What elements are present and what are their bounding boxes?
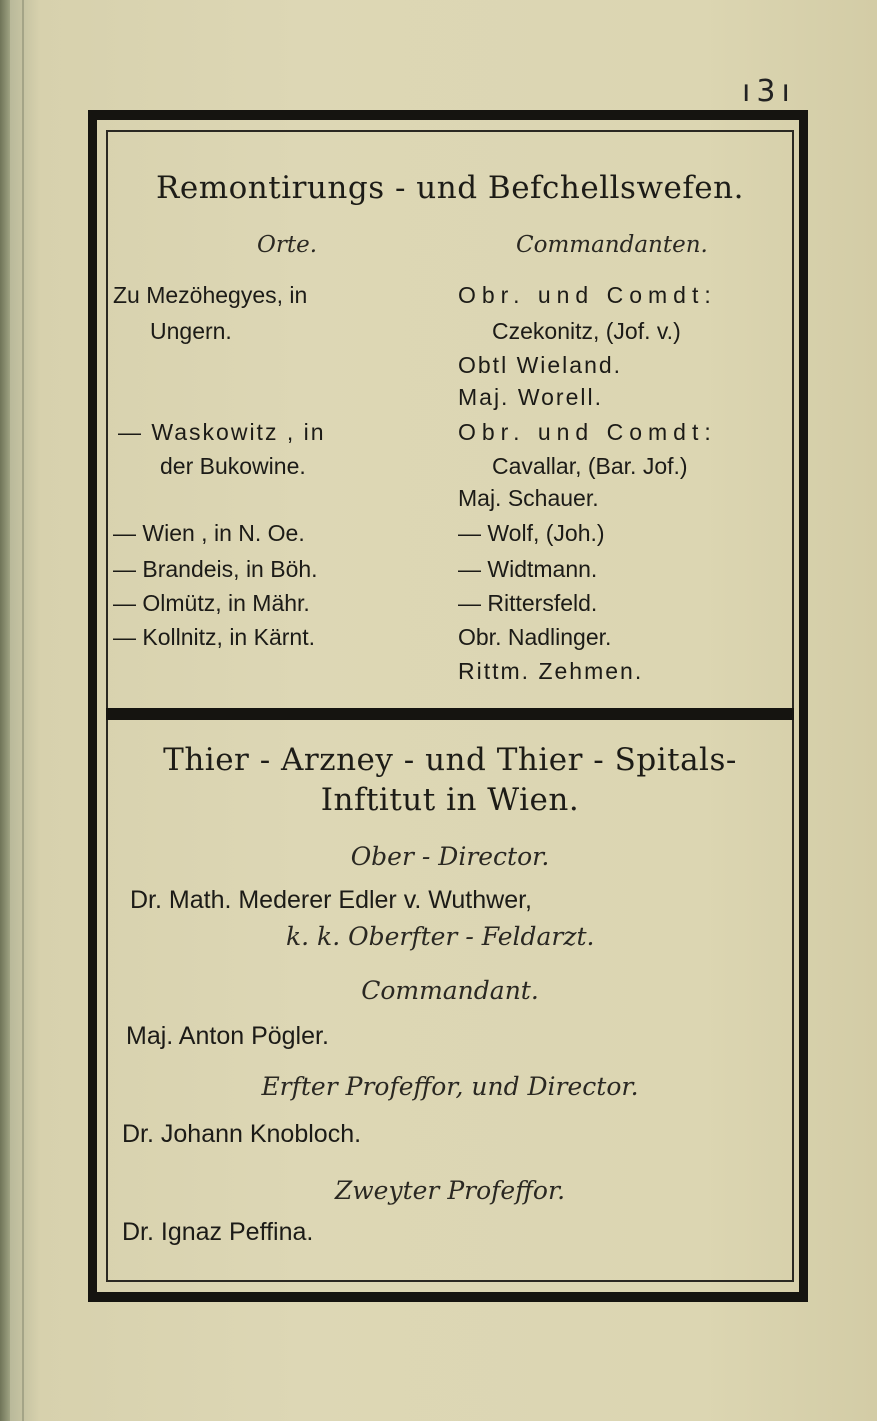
commander-cell: Cavallar, (Bar. Jof.) [492,453,688,479]
section-title-remontirung: Remontirungs - und Befchellswefen. [156,170,744,206]
ober-director-name: Dr. Math. Mederer Edler v. Wuthwer, [130,886,532,914]
place-cell: — Wien , in N. Oe. [113,520,305,546]
erster-professor-heading: Erfter Profeffor, und Director. [261,1072,639,1101]
commander-cell: Obr. Nadlinger. [458,624,612,650]
commandant-heading: Commandant. [361,976,539,1005]
place-cell: — Waskowitz , in [118,419,326,445]
place-cell: — Olmütz, in Mähr. [113,590,310,616]
page-edge [22,0,24,1421]
place-cell: — Kollnitz, in Kärnt. [113,624,315,650]
page-number: ı3ı [742,74,796,109]
section-subtitle-institut: Inftitut in Wien. [320,782,580,818]
zweyter-professor-heading: Zweyter Profeffor. [334,1176,566,1205]
ober-director-heading: Ober - Director. [350,842,550,871]
section-title-thier-arzney: Thier - Arzney - und Thier - Spitals- [163,742,737,778]
erster-professor-name: Dr. Johann Knobloch. [122,1120,362,1148]
commander-cell: Maj. Schauer. [458,485,599,511]
place-cell: Zu Mezöhegyes, in [113,282,308,308]
ober-director-rank: k. k. Oberfter - Feldarzt. [286,922,595,951]
commander-cell: Obr. und Comdt: [458,282,717,308]
place-cell: — Brandeis, in Böh. [113,556,318,582]
commandant-name: Maj. Anton Pögler. [126,1022,329,1050]
commander-cell: Czekonitz, (Jof. v.) [492,318,681,344]
place-cell: der Bukowine. [160,453,306,479]
place-cell: Ungern. [150,318,232,344]
commander-cell: — Widtmann. [458,556,598,582]
commander-cell: — Rittersfeld. [458,590,598,616]
commander-cell: Maj. Worell. [458,384,603,410]
book-spine [0,0,10,1421]
column-header-places: Orte. [257,232,318,258]
commander-cell: Obtl Wieland. [458,352,623,378]
section-divider [106,708,794,720]
column-header-commanders: Commandanten. [516,232,708,258]
commander-cell: Rittm. Zehmen. [458,658,644,684]
commander-cell: Obr. und Comdt: [458,419,717,445]
zweyter-professor-name: Dr. Ignaz Peffina. [122,1218,314,1246]
commander-cell: — Wolf, (Joh.) [458,520,605,546]
